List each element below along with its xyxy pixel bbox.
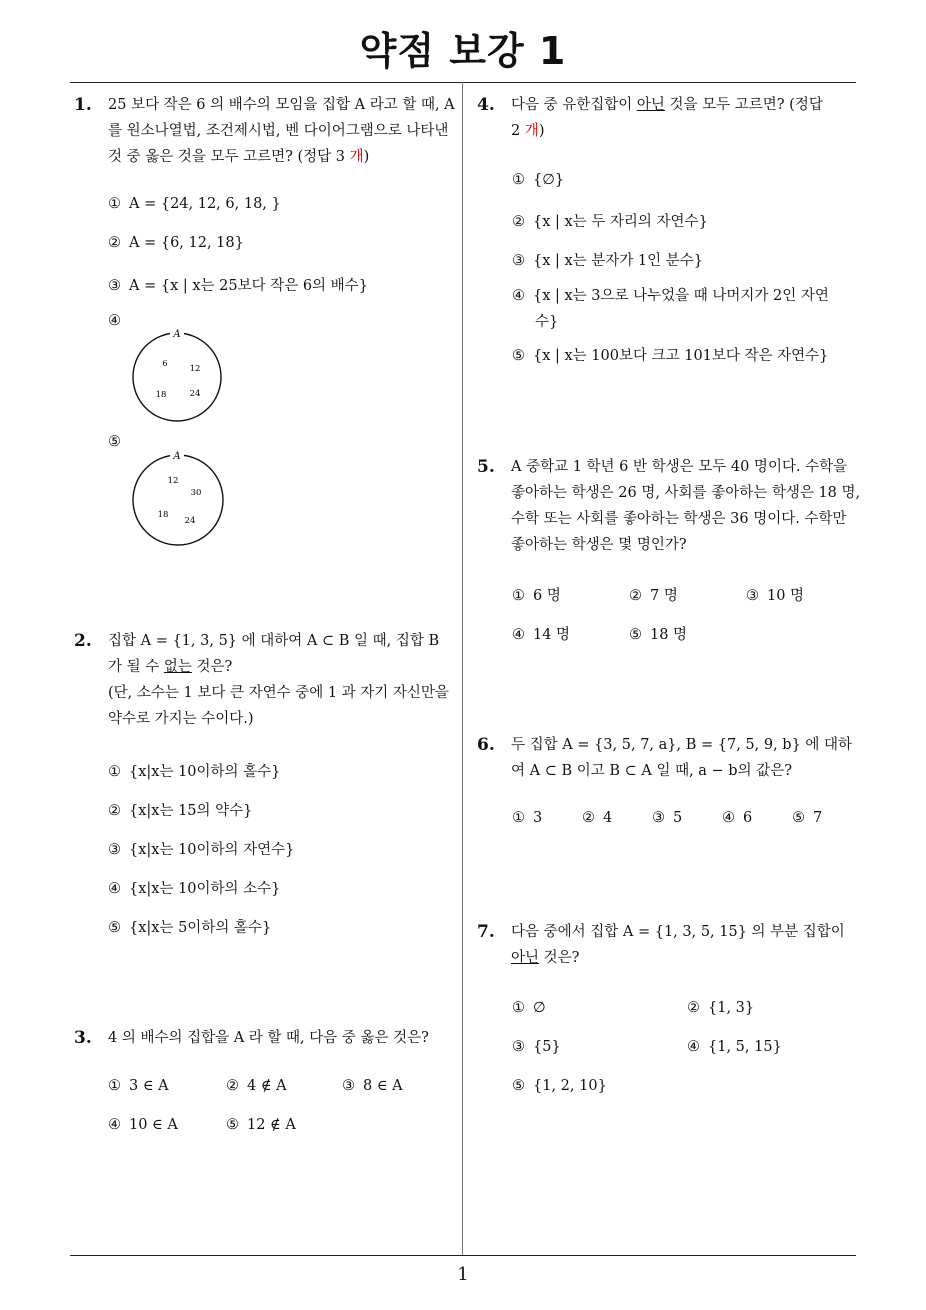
- question-1: [74, 92, 459, 170]
- question-7: [477, 919, 862, 971]
- venn-element: 18: [155, 390, 167, 400]
- choice-5[interactable]: ⑤ 7: [792, 810, 823, 826]
- choice-5[interactable]: ⑤ {x|x는 5이하의 홀수}: [108, 920, 272, 936]
- choice-5[interactable]: ⑤ {1, 2, 10}: [512, 1078, 607, 1094]
- question-text: 다음 중에서 집합 A = {1, 3, 5, 15} 의 부분 집합이 아닌 것은?: [511, 924, 845, 966]
- question-number: 2.: [74, 631, 92, 651]
- page-title: 약점 보강 1: [359, 29, 567, 73]
- choice-3[interactable]: ③ 8 ∈ A: [342, 1078, 403, 1094]
- choice-3[interactable]: ③ 5: [652, 810, 683, 826]
- venn-element: 18: [157, 510, 169, 520]
- question-2: [74, 628, 459, 732]
- venn-element: 12: [189, 364, 201, 374]
- choice-1[interactable]: ① A = {24, 12, 6, 18, }: [108, 196, 281, 212]
- choice-1[interactable]: ① ∅: [512, 1000, 546, 1016]
- top-rule: [70, 82, 856, 83]
- question-text: 25 보다 작은 6 의 배수의 모임을 집합 A 라고 할 때, A 를 원소나열법, 조건제시법, 벤 다이어그램으로 나타낸 것 중 옳은 것을 모두 고르면? (정답 3 개): [108, 97, 455, 165]
- choice-1[interactable]: ① 3 ∈ A: [108, 1078, 169, 1094]
- question-number: 4.: [477, 95, 495, 115]
- choice-2[interactable]: ② 7 명: [629, 588, 678, 604]
- venn-element: 6: [162, 359, 168, 369]
- choice-3[interactable]: ③ {x | x는 분자가 1인 분수}: [512, 253, 704, 269]
- venn-label: A: [173, 451, 181, 462]
- choice-3[interactable]: ③ A = {x | x는 25보다 작은 6의 배수}: [108, 278, 368, 294]
- choice-2[interactable]: ② {1, 3}: [687, 1000, 755, 1016]
- question-text: 다음 중 유한집합이 아닌 것을 모두 고르면? (정답 2 개): [511, 97, 823, 139]
- choice-2[interactable]: ② {x|x는 15의 약수}: [108, 803, 253, 819]
- choice-5[interactable]: ⑤: [108, 434, 121, 450]
- choice-4[interactable]: ④ 14 명: [512, 627, 571, 643]
- venn-element: 12: [167, 476, 179, 486]
- venn-diagram-choice-5: [128, 447, 228, 551]
- venn-label: A: [173, 329, 181, 340]
- question-number: 3.: [74, 1028, 92, 1048]
- page-number: 1: [457, 1264, 469, 1285]
- choice-1[interactable]: ① 6 명: [512, 588, 561, 604]
- question-number: 1.: [74, 95, 92, 115]
- choice-2[interactable]: ② 4: [582, 810, 613, 826]
- question-5: [477, 454, 862, 558]
- question-text: 집합 A = {1, 3, 5} 에 대하여 A ⊂ B 일 때, 집합 B 가 될 수 없는 것은? (단, 소수는 1 보다 큰 자연수 중에 1 과 자기 자신만을 약수로 가지는 수이다.): [108, 633, 449, 727]
- choice-4[interactable]: ④ {1, 5, 15}: [687, 1039, 782, 1055]
- venn-element: 24: [189, 389, 201, 399]
- choice-1[interactable]: ① 3: [512, 810, 543, 826]
- venn-element: 30: [190, 488, 202, 498]
- question-text: A 중학교 1 학년 6 반 학생은 모두 40 명이다. 수학을 좋아하는 학생은 26 명, 사회를 좋아하는 학생은 18 명, 수학 또는 사회를 좋아하는 학생은 36 명이다. 수학만 좋아하는 학생은 몇 명인가?: [511, 459, 861, 553]
- question-4: [477, 92, 862, 144]
- choice-1[interactable]: ① {∅}: [512, 172, 565, 188]
- choice-4[interactable]: ④ {x | x는 3으로 나누었을 때 나머지가 2인 자연 수}: [512, 288, 829, 330]
- choice-4[interactable]: ④ 10 ∈ A: [108, 1117, 178, 1133]
- choice-4[interactable]: ④ {x|x는 10이하의 소수}: [108, 881, 281, 897]
- bottom-rule: [70, 1255, 856, 1256]
- choice-5[interactable]: ⑤ 18 명: [629, 627, 688, 643]
- choice-3[interactable]: ③ {5}: [512, 1039, 561, 1055]
- question-text: 두 집합 A = {3, 5, 7, a}, B = {7, 5, 9, b} 에 대하 여 A ⊂ B 이고 B ⊂ A 일 때, a − b의 값은?: [511, 737, 853, 779]
- question-6: [477, 732, 862, 784]
- column-divider: [462, 82, 463, 1256]
- choice-2[interactable]: ② 4 ∉ A: [226, 1078, 287, 1094]
- choice-5[interactable]: ⑤ {x | x는 100보다 크고 101보다 작은 자연수}: [512, 348, 829, 364]
- choice-1[interactable]: ① {x|x는 10이하의 홀수}: [108, 764, 281, 780]
- question-number: 6.: [477, 735, 495, 755]
- question-number: 5.: [477, 457, 495, 477]
- question-number: 7.: [477, 922, 495, 942]
- venn-element: 24: [184, 516, 196, 526]
- choice-5[interactable]: ⑤ 12 ∉ A: [226, 1117, 296, 1133]
- choice-4[interactable]: ④: [108, 313, 121, 329]
- question-3: [74, 1025, 459, 1051]
- choice-2[interactable]: ② {x | x는 두 자리의 자연수}: [512, 214, 708, 230]
- venn-diagram-choice-4: [128, 324, 228, 428]
- choice-3[interactable]: ③ {x|x는 10이하의 자연수}: [108, 842, 295, 858]
- question-text: 4 의 배수의 집합을 A 라 할 때, 다음 중 옳은 것은?: [108, 1030, 429, 1046]
- choice-3[interactable]: ③ 10 명: [746, 588, 805, 604]
- choice-4[interactable]: ④ 6: [722, 810, 753, 826]
- choice-2[interactable]: ② A = {6, 12, 18}: [108, 235, 244, 251]
